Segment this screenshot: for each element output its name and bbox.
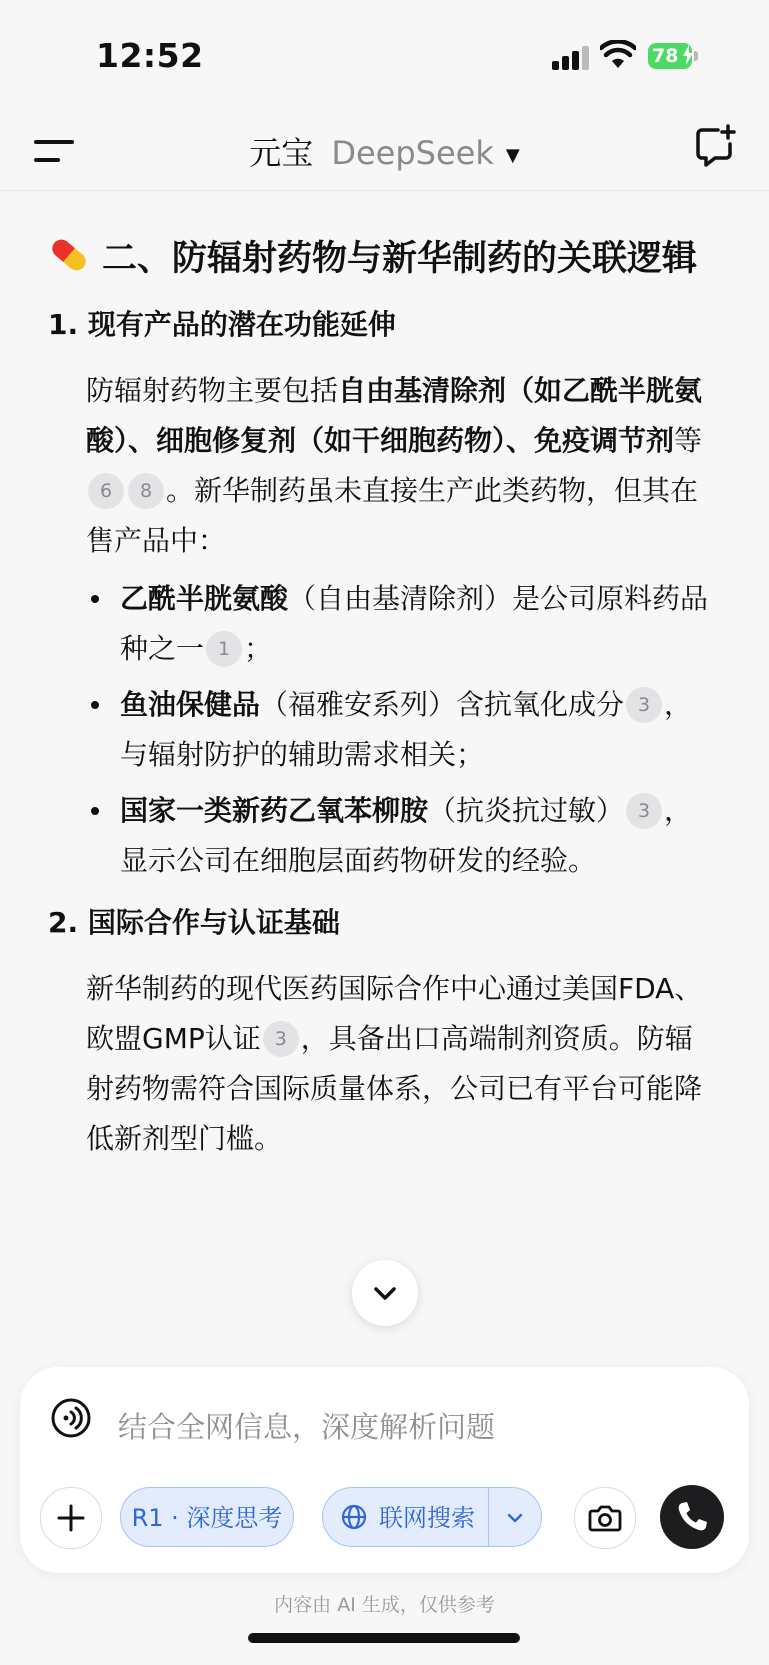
subsection-title-2: 2. 国际合作与认证基础	[48, 906, 340, 939]
chevron-down-icon	[352, 1260, 418, 1326]
charging-icon	[683, 45, 693, 65]
voice-input-icon[interactable]	[50, 1397, 92, 1439]
text-span: ，具备出口高端制剂资质。防辐射药物需符合国际质量体系，公司已有平台可能降低新剂型门槛。	[86, 1022, 703, 1155]
voice-call-button[interactable]	[660, 1485, 724, 1549]
home-indicator	[248, 1633, 520, 1643]
ai-disclaimer: 内容由 AI 生成，仅供参考	[274, 1594, 495, 1616]
app-name: 元宝	[249, 134, 314, 172]
list-item	[86, 574, 718, 674]
subsection-title-1: 1. 现有产品的潜在功能延伸	[48, 308, 396, 341]
citation-badge[interactable]: 1	[206, 631, 242, 667]
text-span: 等	[674, 424, 703, 457]
text-span: 防辐射药物主要包括	[86, 374, 339, 407]
text-span: ；	[244, 632, 273, 665]
citation-badge[interactable]: 3	[626, 793, 662, 829]
model-selector[interactable]	[0, 128, 769, 174]
paragraph-2	[86, 964, 718, 1164]
chat-input-card	[20, 1367, 749, 1573]
text-span: ，显示公司在细胞层面药物研发的经验。	[120, 794, 693, 877]
deep-think-toggle[interactable]: R1 · 深度思考	[120, 1487, 294, 1547]
text-span: 新华制药的现代医药国际合作中心通过美国FDA、欧盟GMP认证	[86, 972, 703, 1055]
phone-icon	[660, 1485, 724, 1549]
caret-down-icon: ▼	[505, 144, 520, 166]
answer-content	[48, 230, 718, 1164]
plus-icon	[41, 1488, 101, 1548]
bold-text: 自由基清除剂（如乙酰半胱氨酸）、细胞修复剂（如干细胞药物）、免疫调节剂	[86, 374, 703, 457]
status-bar	[0, 0, 769, 110]
web-search-label: 联网搜索	[379, 1504, 475, 1532]
citation-badge[interactable]: 3	[626, 687, 662, 723]
chat-input[interactable]: 结合全网信息，深度解析问题	[118, 1410, 496, 1444]
citation-badge[interactable]: 8	[128, 473, 164, 509]
status-time: 12:52	[96, 36, 204, 75]
list-item	[86, 680, 718, 780]
bold-text: 国家一类新药乙氧苯柳胺	[120, 794, 429, 827]
pill-icon	[48, 234, 90, 276]
bold-text: 鱼油保健品	[120, 688, 261, 721]
text-span: （抗炎抗过敏）	[428, 794, 625, 827]
add-attachment-button[interactable]	[40, 1487, 102, 1549]
heading-text: 二、防辐射药物与新华制药的关联逻辑	[102, 239, 698, 279]
wifi-icon	[600, 40, 636, 70]
text-span: 。新华制药虽未直接生产此类药物，但其在售产品中：	[86, 474, 699, 557]
text-span: （福雅安系列）含抗氧化成分	[260, 688, 625, 721]
camera-icon	[575, 1488, 635, 1548]
bold-text: 乙酰半胱氨酸	[120, 582, 289, 615]
scroll-down-button[interactable]	[352, 1260, 418, 1326]
battery-level: 78	[648, 43, 692, 69]
signal-icon	[552, 44, 590, 70]
model-name: DeepSeek	[331, 134, 494, 172]
citation-badge[interactable]: 6	[88, 473, 124, 509]
top-nav-bar	[0, 110, 769, 191]
chevron-down-icon[interactable]	[503, 1506, 527, 1530]
citation-badge[interactable]: 3	[263, 1021, 299, 1057]
new-chat-icon[interactable]	[694, 124, 738, 168]
web-search-toggle[interactable]	[322, 1487, 542, 1547]
list-item	[86, 786, 718, 886]
globe-icon	[341, 1504, 367, 1530]
bullet-list	[48, 574, 718, 886]
battery-cap	[694, 51, 698, 61]
paragraph-1	[86, 366, 718, 566]
camera-button[interactable]	[574, 1487, 636, 1549]
chip-divider	[488, 1488, 489, 1546]
text-span: ，与辐射防护的辅助需求相关；	[120, 688, 693, 771]
section-heading	[48, 230, 718, 288]
text-span: （自由基清除剂）是公司原料药品种之一	[120, 582, 709, 665]
